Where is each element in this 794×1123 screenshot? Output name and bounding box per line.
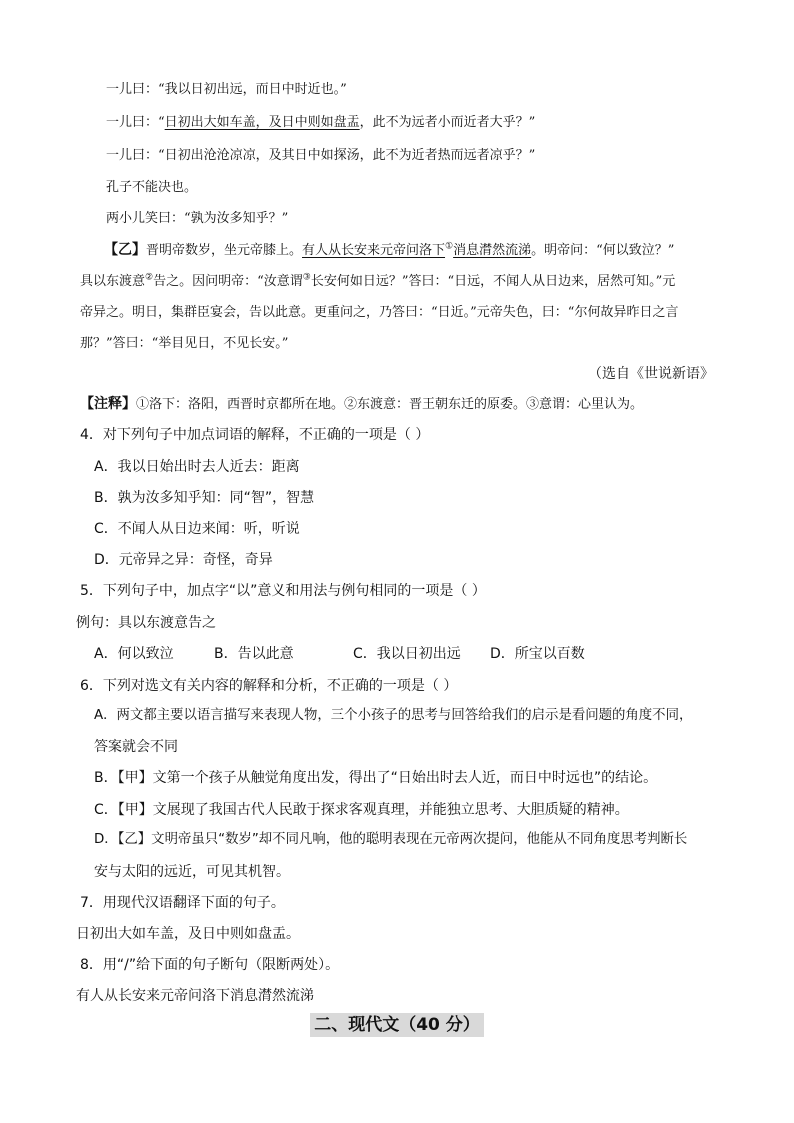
q5-stem: 5．下列句子中，加点字“以”意义和用法与例句相同的一项是（ ） — [80, 583, 486, 599]
q4-option-a: A．我以日始出时去人近去：距离 — [94, 459, 300, 475]
q6-option-b: B．【甲】文第一个孩子从触觉角度出发，得出了“日始出时去人近，而日中时远也”的结论。 — [94, 770, 658, 786]
passage-b-line-4: 那？”答曰：“举目见日，不见长安。” — [80, 336, 289, 351]
q5-example: 例句：具以东渡意告之 — [76, 615, 216, 631]
note-marker-3: ③ — [302, 272, 311, 283]
passage-a-line-2-suffix: ，此不为远者小而近者大乎？” — [359, 115, 536, 130]
passage-a-underlined-sentence: 日初出大如车盖，及日中则如盘盂 — [164, 115, 360, 130]
passage-b-line-3: 帝异之。明日，集群臣宴会，告以此意。更重问之，乃答曰：“日近。”元帝失色，曰：“尔何故异昨日之言 — [80, 305, 679, 320]
passage-b-text: 长安何如日远？”答曰：“日远，不闻人从日边来，居然可知。”元 — [310, 274, 676, 289]
q6-option-d-line-1: D．【乙】文明帝虽只“数岁”却不同凡响，他的聪明表现在元帝两次提问，他能从不同角度思考判断长 — [94, 832, 688, 847]
passage-b-line-2 — [80, 272, 675, 292]
passage-b-line-1 — [104, 240, 674, 261]
passage-b-text: 晋明帝数岁，坐元帝膝上。 — [146, 243, 303, 258]
passage-a-line-4: 孔子不能决也。 — [106, 180, 198, 195]
notes — [80, 394, 643, 415]
notes-text: ①洛下：洛阳，西晋时京都所在地。②东渡意：晋王朝东迁的原委。③意谓：心里认为。 — [136, 397, 644, 412]
q8-stem: 8．用“/”给下面的句子断句（限断两处）。 — [80, 957, 340, 973]
q4-option-c: C．不闻人从日边来闻：听，听说 — [94, 521, 300, 537]
passage-b-text: 。明帝问：“何以致泣？” — [531, 243, 675, 258]
passage-b-text: 具以东渡意 — [80, 274, 146, 289]
note-marker-2: ② — [145, 272, 154, 283]
passage-source: （选自《世说新语》 — [588, 366, 714, 382]
q6-stem: 6．下列对选文有关内容的解释和分析，不正确的一项是（ ） — [80, 678, 458, 694]
passage-a-line-2 — [106, 113, 535, 133]
q5-option-d: D．所宝以百数 — [490, 646, 585, 662]
q4-option-d: D．元帝异之异：奇怪，奇异 — [94, 552, 273, 568]
q7-stem: 7．用现代汉语翻译下面的句子。 — [80, 895, 285, 911]
q8-sentence: 有人从长安来元帝问洛下消息潸然流涕 — [76, 988, 314, 1004]
passage-b-label: 【乙】 — [104, 242, 146, 258]
passage-a-line-1: 一儿曰：“我以日初出远，而日中时近也。” — [106, 82, 347, 97]
q6-option-a-line-1: A．两文都主要以语言描写来表现人物，三个小孩子的思考与回答给我们的启示是看问题的角度不同， — [94, 708, 693, 723]
passage-b-underlined-1: 有人从长安来元帝问洛下 — [302, 243, 446, 258]
q6-option-c: C．【甲】文展现了我国古代人民敢于探求客观真理，并能独立思考、大胆质疑的精神。 — [94, 802, 629, 818]
q5-option-a: A．何以致泣 — [94, 646, 174, 662]
notes-label: 【注释】 — [80, 396, 136, 412]
passage-b-underlined-2: 消息潸然流涕 — [453, 243, 532, 258]
passage-b-text: 告之。因问明帝：“汝意谓 — [153, 274, 303, 289]
passage-a-line-5: 两小儿笑曰：“孰为汝多知乎？” — [106, 211, 289, 226]
section-heading-modern-text: 二、现代文（40 分） — [310, 1013, 484, 1037]
passage-a-line-2-prefix: 一儿曰：“ — [106, 115, 165, 130]
q6-option-a-line-2: 答案就会不同 — [94, 739, 178, 755]
q4-stem: 4．对下列句子中加点词语的解释，不正确的一项是（ ） — [80, 427, 430, 443]
q5-option-c: C．我以日初出远 — [353, 646, 461, 662]
q5-option-b: B．告以此意 — [214, 646, 294, 662]
q6-option-d-line-2: 安与太阳的远近，可见其机智。 — [94, 864, 290, 880]
note-marker-1: ① — [445, 241, 454, 252]
passage-a-line-3: 一儿曰：“日初出沧沧凉凉，及其日中如探汤，此不为近者热而远者凉乎？” — [106, 148, 536, 163]
q4-option-b: B．孰为汝多知乎知：同“智”，智慧 — [94, 490, 315, 506]
q7-sentence: 日初出大如车盖，及日中则如盘盂。 — [76, 926, 300, 942]
